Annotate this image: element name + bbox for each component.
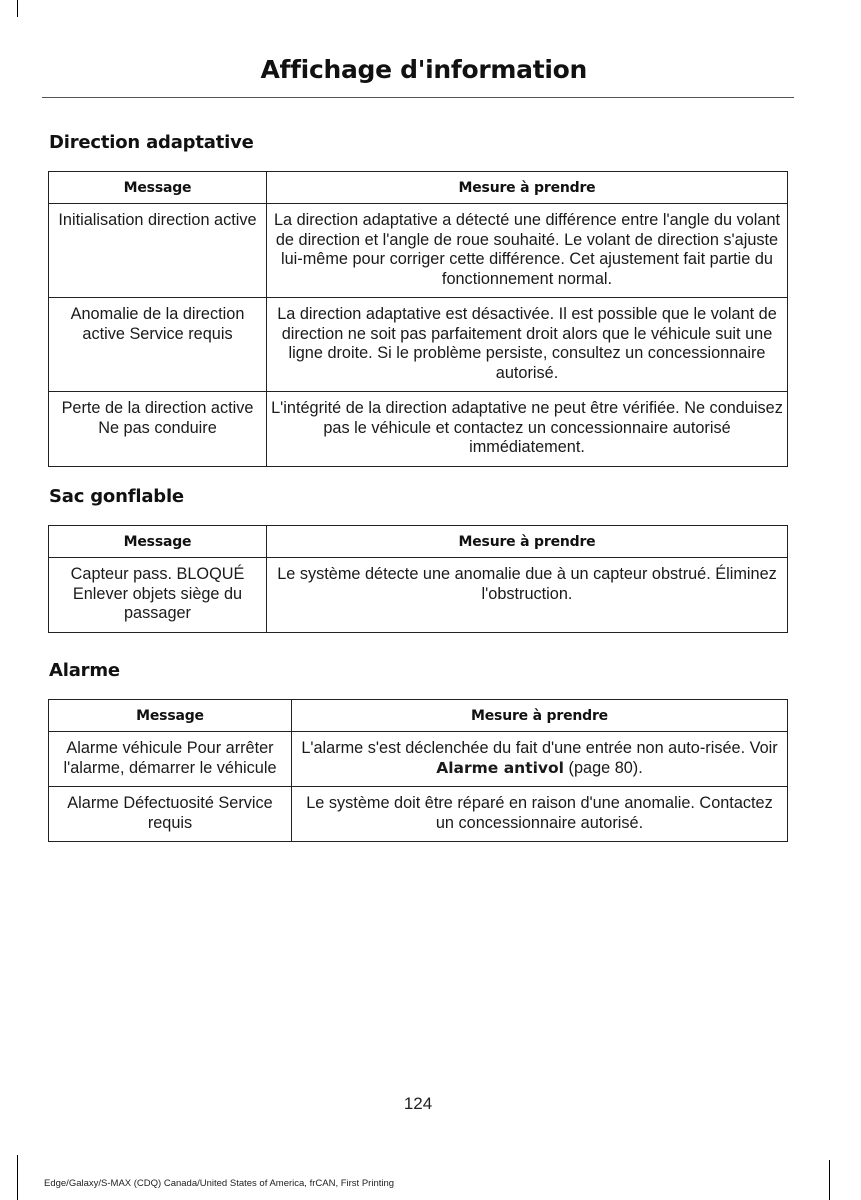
action-cell [292,732,788,787]
column-header-action: Mesure à prendre [267,526,788,558]
table-row [49,392,788,467]
table-row [49,787,788,842]
page-number: 124 [403,1094,433,1113]
action-text: L'alarme s'est déclenchée du fait d'une entrée non auto-risée. Voir [301,739,778,757]
message-cell: Perte de la direction active Ne pas conduire [49,392,267,467]
table-header-row [49,526,788,558]
column-header-message: Message [49,172,267,204]
crop-mark-bottom-right [829,1160,830,1200]
table-header-row [49,172,788,204]
page-title: Affichage d'information [260,55,587,84]
table-row [49,558,788,633]
table-row [49,732,788,787]
message-cell: Alarme véhicule Pour arrêter l'alarme, démarrer le véhicule [49,732,292,787]
message-cell: Initialisation direction active [49,204,267,298]
table-row [49,298,788,392]
message-cell: Capteur pass. BLOQUÉ Enlever objets siège du passager [49,558,267,633]
title-divider [42,97,794,98]
alarm-table [48,699,788,842]
crop-mark-top-left [17,0,18,17]
action-cell: Le système détecte une anomalie due à un capteur obstrué. Éliminez l'obstruction. [267,558,788,633]
action-cell: La direction adaptative a détecté une différence entre l'angle du volant de direction et l'angle de roue souhaité. Le volant de direction s'ajuste lui-même pour corriger cette différence. Cet ajustement fait partie du fonctionnement normal. [267,204,788,298]
action-cell: L'intégrité de la direction adaptative ne peut être vérifiée. Ne conduisez pas le véhicule et contactez un concessionnaire autorisé immédiatement. [267,392,788,467]
table-header-row [49,700,788,732]
column-header-message: Message [49,700,292,732]
section-heading-alarm: Alarme [49,660,120,681]
column-header-action: Mesure à prendre [292,700,788,732]
action-cell: La direction adaptative est désactivée. Il est possible que le volant de direction ne soit pas parfaitement droit alors que le véhicule suit une ligne droite. Si le problème persiste, consultez un concessionnaire autorisé. [267,298,788,392]
table-row [49,204,788,298]
page-reference: (page 80). [568,758,643,777]
cross-reference-link[interactable]: Alarme antivol [436,758,564,777]
edition-footer: Edge/Galaxy/S-MAX (CDQ) Canada/United States of America, frCAN, First Printing [44,1178,395,1189]
message-cell: Anomalie de la direction active Service requis [49,298,267,392]
action-cell: Le système doit être réparé en raison d'une anomalie. Contactez un concessionnaire autorisé. [292,787,788,842]
section-heading-direction: Direction adaptative [49,132,254,153]
crop-mark-bottom-left [17,1155,18,1200]
airbag-table [48,525,788,633]
section-heading-airbag: Sac gonflable [49,486,184,507]
direction-table [48,171,788,467]
column-header-action: Mesure à prendre [267,172,788,204]
column-header-message: Message [49,526,267,558]
message-cell: Alarme Défectuosité Service requis [49,787,292,842]
